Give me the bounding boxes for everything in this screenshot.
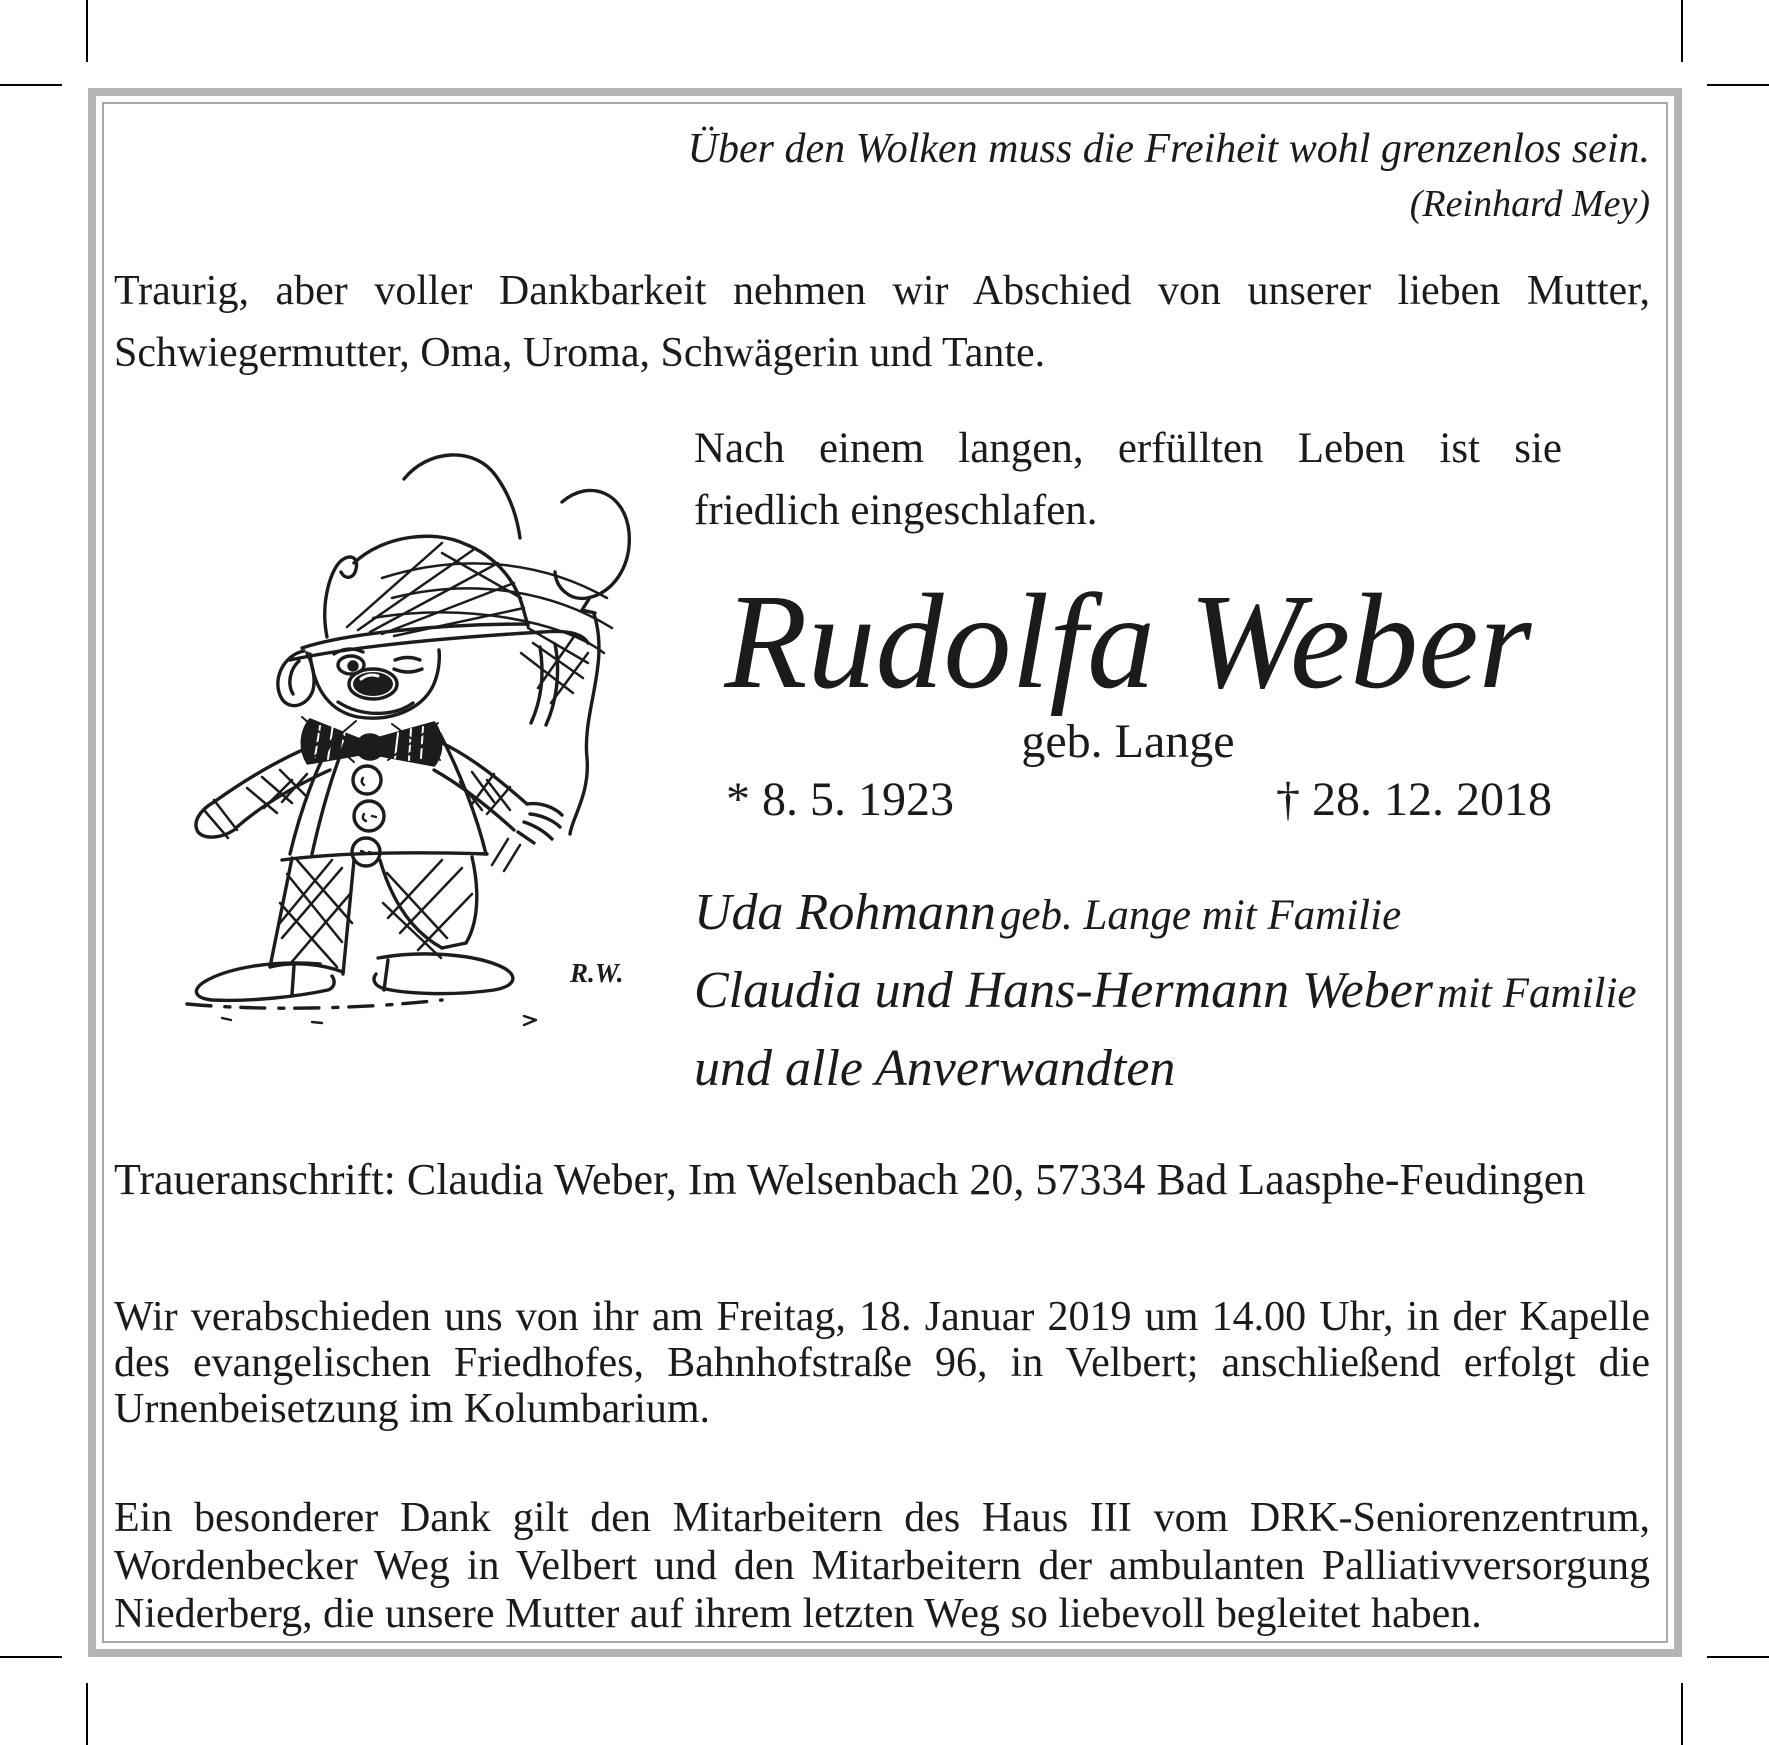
funeral-line-1: Wir verabschieden uns von ihr am Freitag, 18. Januar 2019 um 14.00 Uhr, in der Kapelle xyxy=(114,1294,1650,1340)
funeral-line-2: des evangelischen Friedhofes, Bahnhofstraße 96, in Velbert; anschließend erfolgt die xyxy=(114,1340,1650,1386)
epigraph-text: Über den Wolken muss die Freiheit wohl grenzenlos sein. xyxy=(687,126,1650,172)
right-cuff xyxy=(442,943,466,948)
right-eyelid xyxy=(395,658,420,661)
left-cuff xyxy=(270,964,343,972)
opening-paragraph xyxy=(114,260,1650,384)
thanks-line-1: Ein besonderer Dank gilt den Mitarbeitern des Haus III vom DRK-Seniorenzentrum, xyxy=(114,1495,1650,1541)
right-eye xyxy=(394,669,422,672)
thanks-line-2: Wordenbecker Weg in Velbert und den Mitarbeitern der ambulanten Palliativversorgung xyxy=(114,1543,1650,1589)
mourner-entry xyxy=(694,880,1562,958)
mourner-name: Claudia und Hans-Hermann Weber xyxy=(694,962,1434,1019)
mourner-name: Uda Rohmann xyxy=(694,884,996,941)
epigraph xyxy=(114,122,1650,232)
funeral-paragraph xyxy=(114,1294,1650,1432)
mourner-suffix: geb. Lange mit Familie xyxy=(999,892,1402,939)
birth-date: * 8. 5. 1923 xyxy=(726,773,954,826)
illustration-column xyxy=(114,402,694,1114)
death-notice xyxy=(694,418,1562,542)
notice-line-2: friedlich eingeschlafen. xyxy=(694,487,1098,534)
artist-signature: R.W. xyxy=(570,958,624,988)
obituary-frame xyxy=(88,88,1682,1657)
right-arm-top xyxy=(440,742,527,804)
hat-loop xyxy=(325,557,357,637)
balloon-arc xyxy=(404,455,520,538)
clown-sketch-illustration xyxy=(142,402,662,1092)
ground-marks xyxy=(222,1016,536,1025)
main-section xyxy=(114,402,1650,1114)
left-sleeve-hatch xyxy=(204,770,307,838)
crop-mark-top-left-horizontal xyxy=(0,84,62,86)
opening-line-1: Traurig, aber voller Dankbarkeit nehmen wir Abschied von unserer lieben Mutter, xyxy=(114,268,1650,314)
hat-sweep-strokes xyxy=(373,563,612,653)
thanks-line-3: Niederberg, die unsere Mutter auf ihrem letzten Weg so liebevoll begleitet haben. xyxy=(114,1591,1482,1637)
ear-inner xyxy=(290,661,299,694)
crop-mark-top-right-horizontal xyxy=(1707,84,1769,86)
life-dates xyxy=(694,772,1562,828)
mourner-entry xyxy=(694,1036,1562,1114)
obituary-frame-inner-rule xyxy=(102,102,1668,1643)
button-1 xyxy=(353,766,381,794)
right-hand-fingers xyxy=(518,804,562,843)
crop-mark-top-left-vertical xyxy=(86,0,88,62)
button-1-mark xyxy=(362,778,364,785)
mourner-suffix: mit Familie xyxy=(1437,970,1637,1017)
crop-mark-bottom-right-horizontal xyxy=(1707,1656,1769,1658)
left-shoe-heel xyxy=(292,966,294,994)
opening-line-2: Schwiegermutter, Oma, Uroma, Schwägerin und Tante. xyxy=(114,330,1046,376)
crop-mark-bottom-right-vertical xyxy=(1681,1683,1683,1745)
mourners-list xyxy=(694,880,1637,1114)
balloon-tail xyxy=(582,599,595,613)
balloon-right xyxy=(555,490,629,598)
crop-mark-top-right-vertical xyxy=(1681,0,1683,62)
condolence-address: Traueranschrift: Claudia Weber, Im Welsenbach 20, 57334 Bad Laasphe-Feudingen xyxy=(114,1155,1586,1204)
left-leg-plaid xyxy=(280,860,352,967)
left-shoe xyxy=(196,963,334,1000)
epigraph-attribution: (Reinhard Mey) xyxy=(1409,183,1650,225)
crop-mark-bottom-left-vertical xyxy=(86,1683,88,1745)
maiden-name: geb. Lange xyxy=(1021,715,1235,768)
mourner-name: und alle Anverwandten xyxy=(694,1040,1176,1097)
funeral-line-3: Urnenbeisetzung im Kolumbarium. xyxy=(114,1386,711,1432)
crop-mark-bottom-left-horizontal xyxy=(0,1656,62,1658)
right-shoe xyxy=(374,954,513,994)
notice-column xyxy=(694,402,1637,1114)
thanks-paragraph xyxy=(114,1494,1650,1638)
right-sleeve-hatch xyxy=(460,772,510,814)
left-pupil xyxy=(349,662,357,670)
mourner-entry xyxy=(694,958,1637,1036)
notice-line-1: Nach einem langen, erfüllten Leben ist sie xyxy=(694,425,1562,472)
button-2-mark xyxy=(363,814,376,821)
deceased-name: Rudolfa Weber xyxy=(724,567,1532,717)
right-shoe-heel xyxy=(384,960,388,990)
button-2 xyxy=(354,801,384,831)
left-leg-inner xyxy=(343,860,354,974)
death-date: † 28. 12. 2018 xyxy=(1276,773,1552,826)
obituary-content xyxy=(104,104,1666,1641)
stray-slashes xyxy=(492,839,520,871)
